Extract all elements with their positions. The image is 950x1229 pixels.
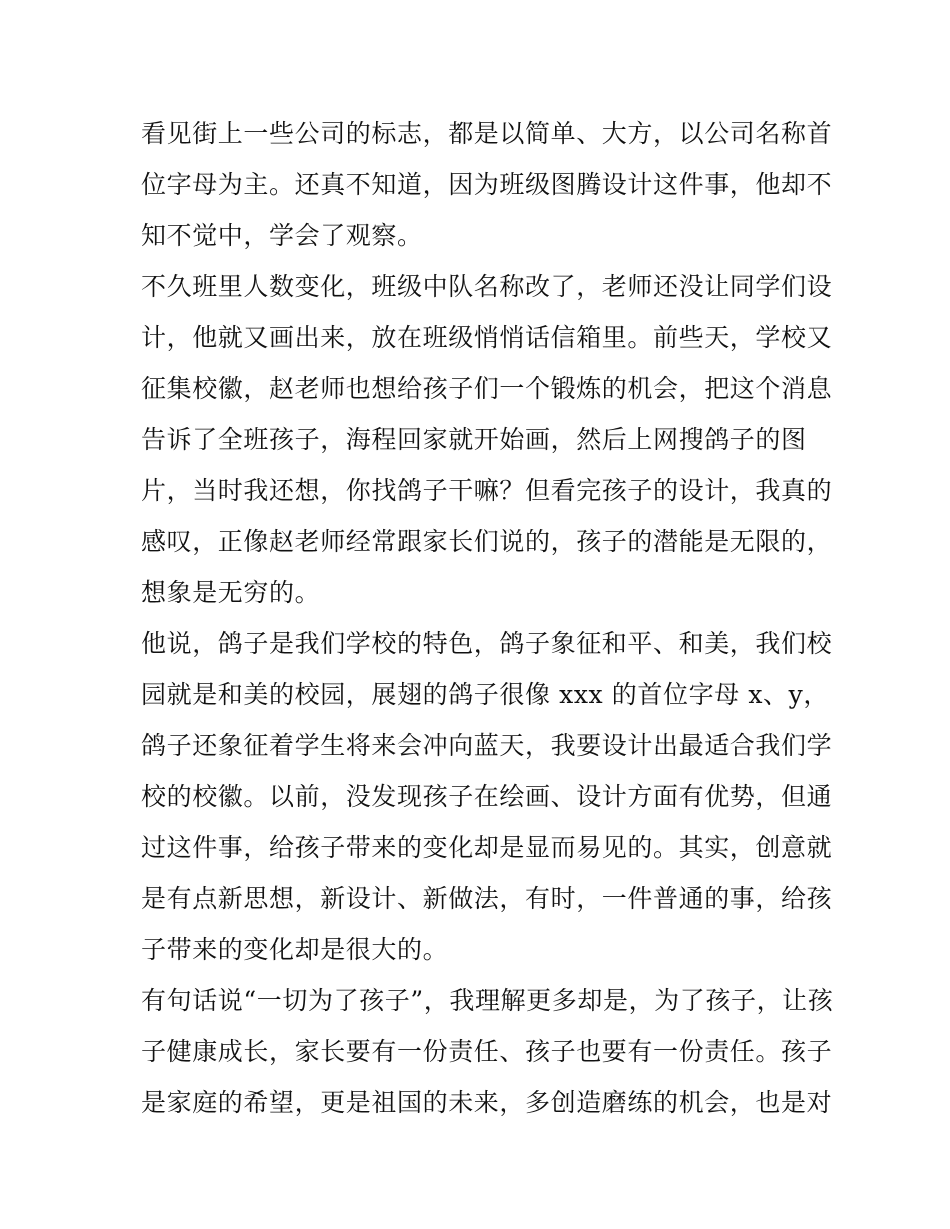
text-line: 征集校徽，赵老师也想给孩子们一个锻炼的机会，把这个消息 <box>141 374 833 403</box>
text-line: 有句话说“一切为了孩子”，我理解更多却是，为了孩子，让孩 <box>141 986 834 1015</box>
text-line: 鸽子还象征着学生将来会冲向蓝天，我要设计出最适合我们学 <box>141 731 833 760</box>
text-line: 子健康成长，家长要有一份责任、孩子也要有一份责任。孩子 <box>141 1037 833 1066</box>
text-line: 他说，鸽子是我们学校的特色，鸽子象征和平、和美，我们校 <box>141 629 833 658</box>
text-line: 是有点新思想，新设计、新做法，有时，一件普通的事，给孩 <box>141 884 833 913</box>
text-line: 园就是和美的校园，展翅的鸽子很像 xxx 的首位字母 x、y， <box>141 680 829 709</box>
text-line: 是家庭的希望，更是祖国的未来，多创造磨练的机会，也是对 <box>141 1088 833 1117</box>
text-line: 片，当时我还想，你找鸽子干嘛？但看完孩子的设计，我真的 <box>141 476 833 505</box>
text-line: 计，他就又画出来，放在班级悄悄话信箱里。前些天，学校又 <box>141 323 833 352</box>
document-body <box>141 108 834 1128</box>
text-line: 看见街上一些公司的标志，都是以简单、大方，以公司名称首 <box>141 119 833 148</box>
text-line: 位字母为主。还真不知道，因为班级图腾设计这件事，他却不 <box>141 170 833 199</box>
text-line: 子带来的变化却是很大的。 <box>141 935 449 964</box>
text-line: 知不觉中，学会了观察。 <box>141 221 423 250</box>
text-line: 不久班里人数变化，班级中队名称改了，老师还没让同学们设 <box>141 272 833 301</box>
text-line: 校的校徽。以前，没发现孩子在绘画、设计方面有优势，但通 <box>141 782 833 811</box>
text-line: 想象是无穷的。 <box>141 578 321 607</box>
text-line: 告诉了全班孩子，海程回家就开始画，然后上网搜鸽子的图 <box>141 425 807 454</box>
text-line: 过这件事，给孩子带来的变化却是显而易见的。其实，创意就 <box>141 833 833 862</box>
text-line: 感叹，正像赵老师经常跟家长们说的，孩子的潜能是无限的， <box>141 527 833 556</box>
